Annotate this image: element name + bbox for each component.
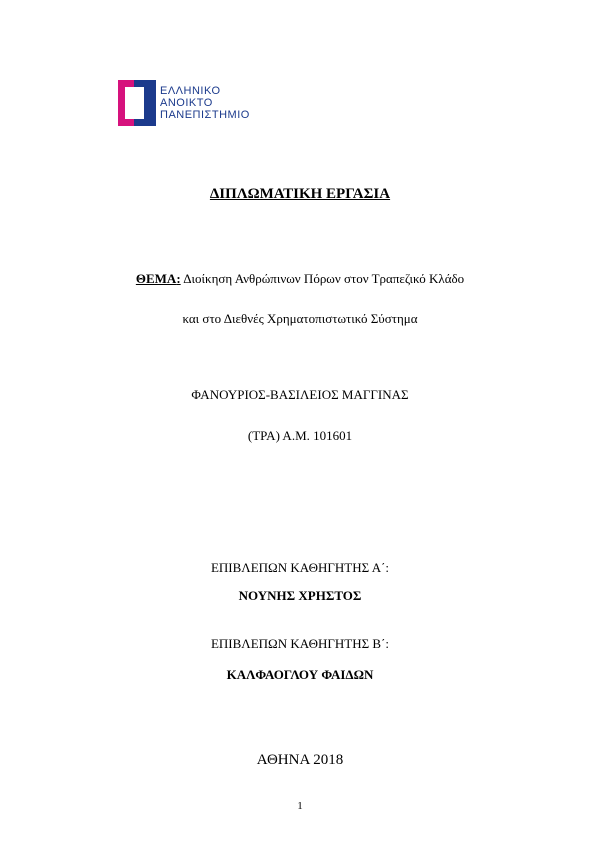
subject-line-2: και στο Διεθνές Χρηματοπιστωτικό Σύστημα [182, 311, 418, 326]
document-title: ΔΙΠΛΩΜΑΤΙΚΗ ΕΡΓΑΣΙΑ [209, 186, 391, 202]
supervisor-b-name: ΚΑΛΦΑΟΓΛΟΥ ΦΑΙΔΩΝ [226, 667, 374, 682]
place-year: ΑΘΗΝΑ 2018 [256, 752, 344, 768]
student-id: (ΤΡΑ) Α.Μ. 101601 [247, 428, 353, 443]
logo-wordmark [160, 85, 250, 121]
logo-line-2: ΑΝΟΙΚΤΟ [160, 97, 213, 109]
subject-text-1: Διοίκηση Ανθρώπινων Πόρων στον Τραπεζικό Κλάδο [180, 271, 465, 286]
page-number: 1 [297, 800, 303, 812]
subject-label-colon: : [176, 271, 181, 286]
supervisor-a-name: ΝΟΥΝΗΣ ΧΡΗΣΤΟΣ [238, 588, 362, 603]
university-logo [118, 80, 328, 126]
supervisor-b-label: ΕΠΙΒΛΕΠΩΝ ΚΑΘΗΓΗΤΗΣ Β΄: [210, 636, 390, 651]
logo-mark-icon [118, 80, 158, 126]
supervisor-a-label: ΕΠΙΒΛΕΠΩΝ ΚΑΘΗΓΗΤΗΣ Α΄: [210, 560, 390, 575]
logo-line-3: ΠΑΝΕΠΙΣΤΗΜΙΟ [160, 109, 250, 121]
subject-label-text: ΘΕΜΑ [135, 271, 177, 286]
logo-line-1: ΕΛΛΗΝΙΚΟ [160, 85, 221, 97]
author-name: ΦΑΝΟΥΡΙΟΣ-ΒΑΣΙΛΕΙΟΣ ΜΑΓΓΙΝΑΣ [191, 387, 409, 402]
subject-label [136, 271, 181, 286]
subject-line-1 [0, 271, 600, 287]
